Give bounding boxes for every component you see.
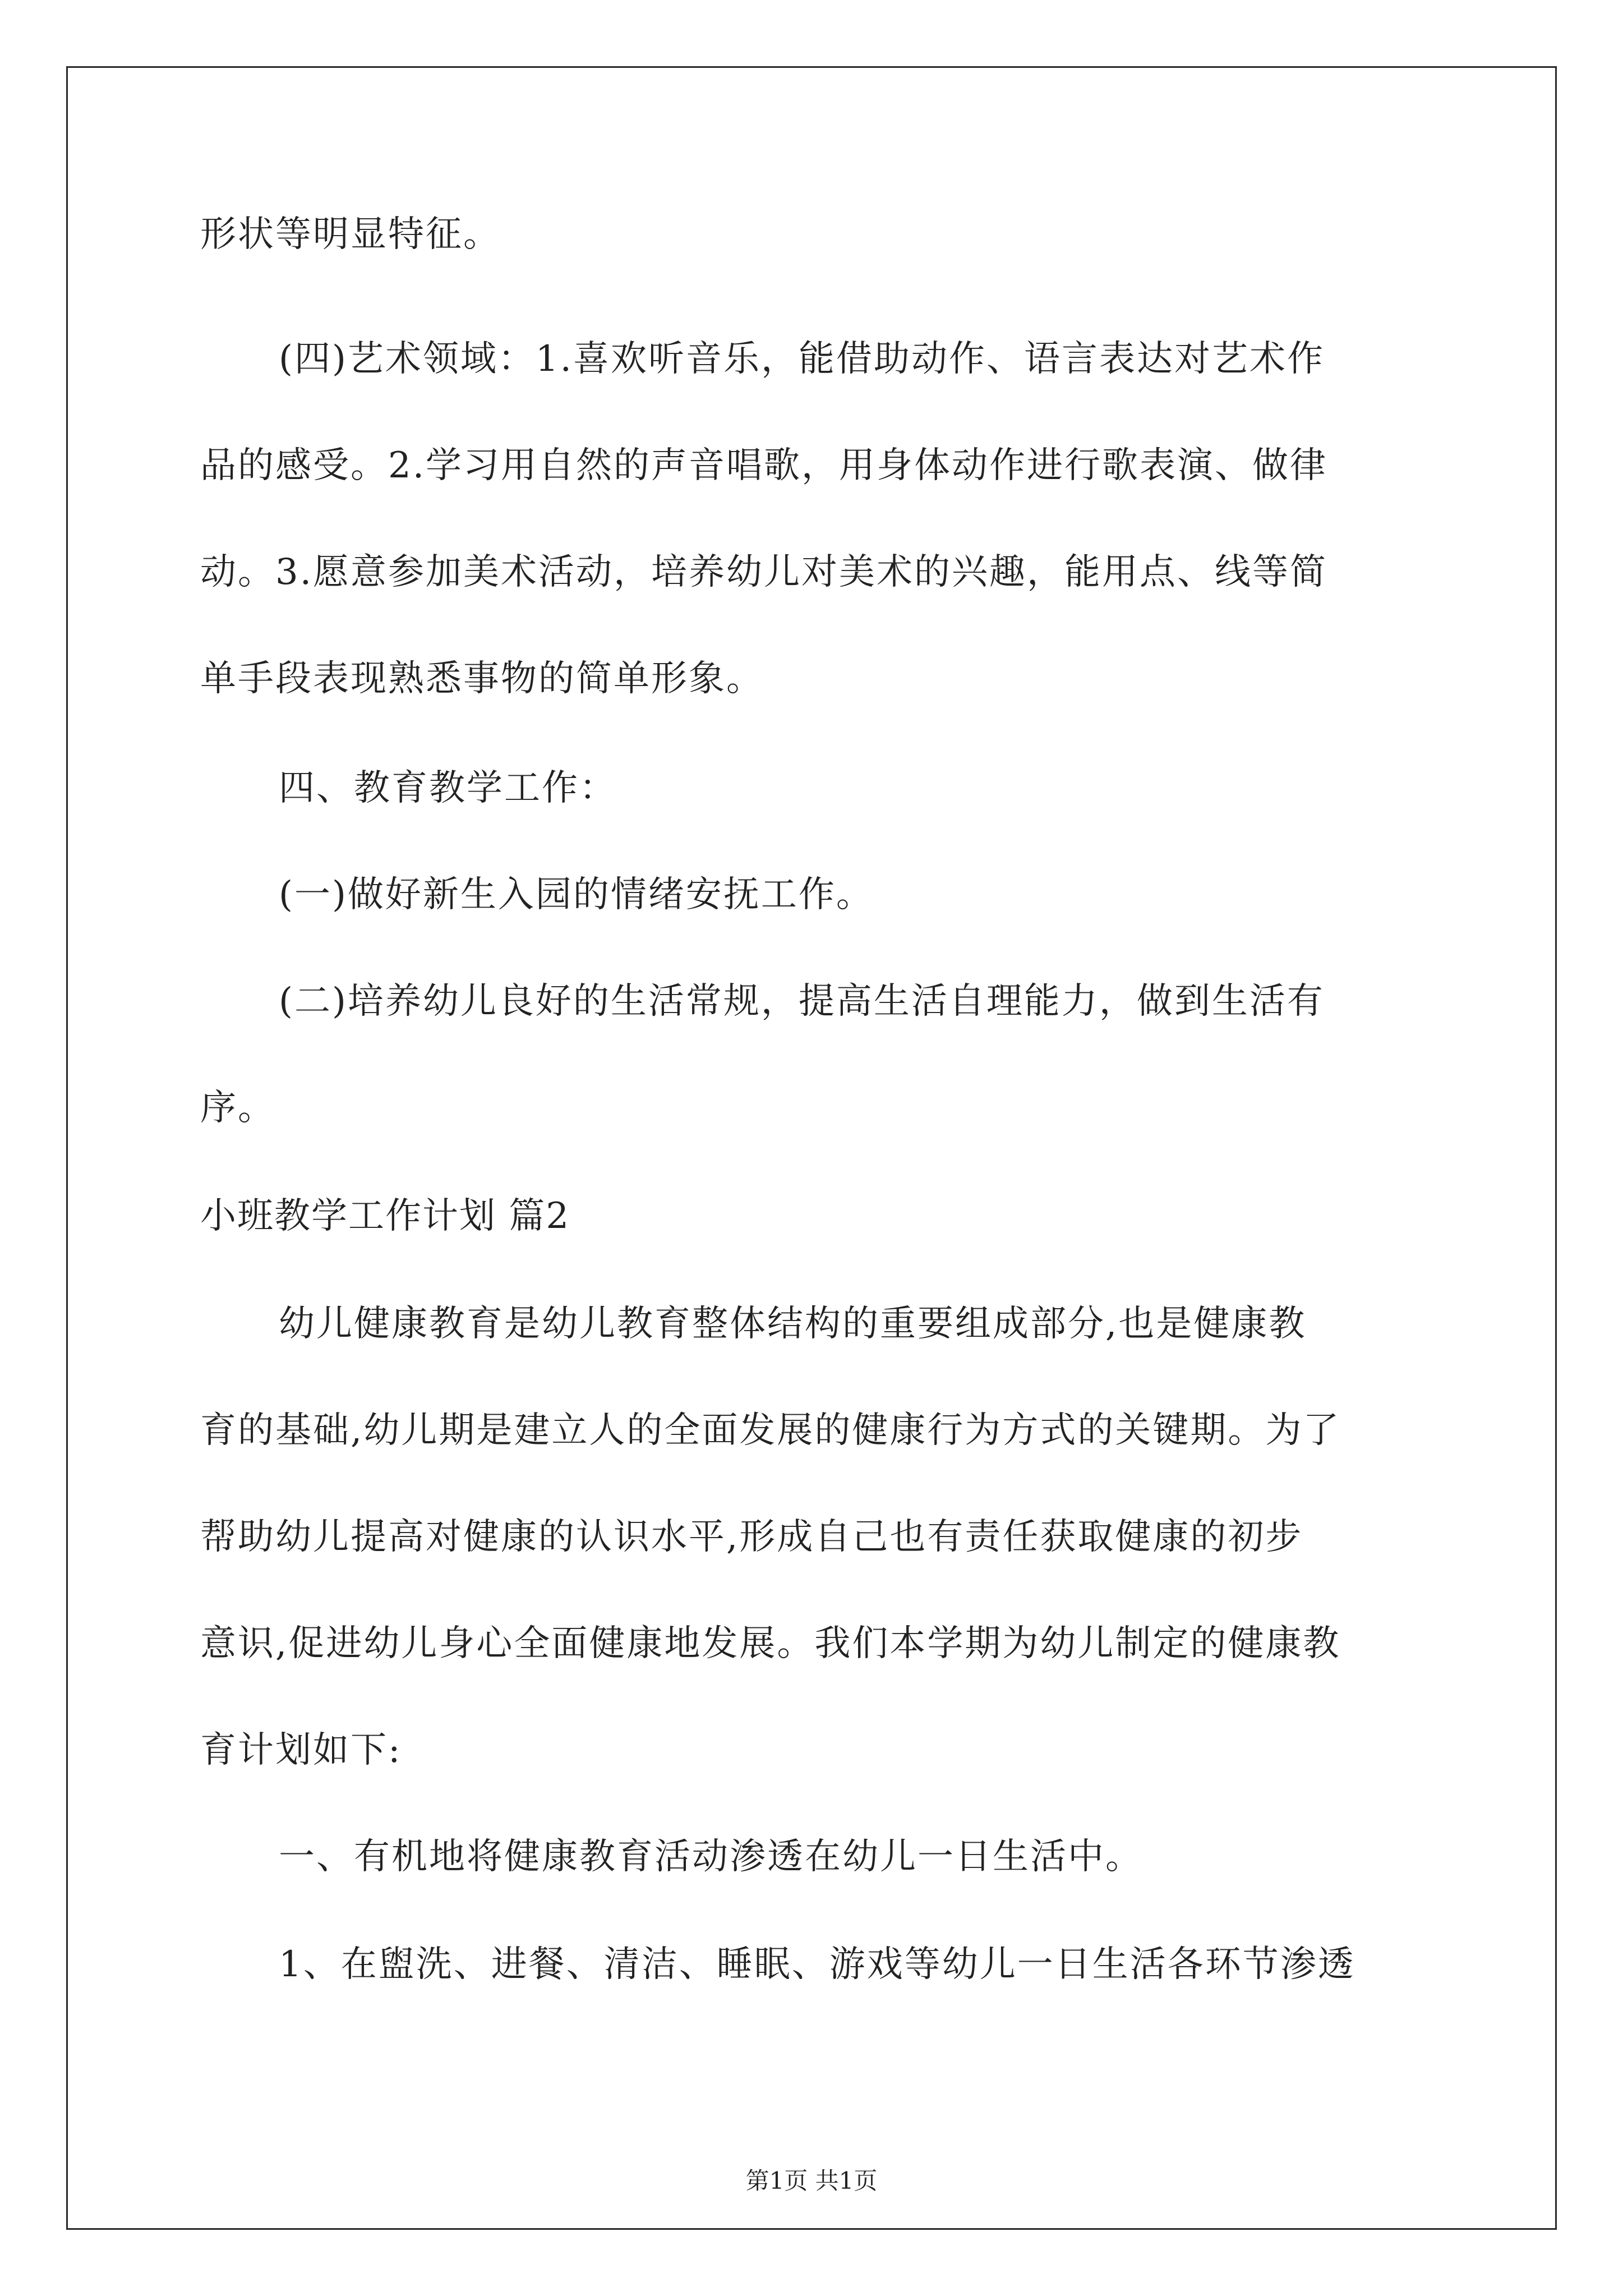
- article-title: 小班教学工作计划 篇2: [200, 1195, 570, 1237]
- text-line: 序。: [200, 1087, 275, 1129]
- text-line: 动。3.愿意参加美术活动，培养幼儿对美术的兴趣，能用点、线等简: [200, 551, 1328, 593]
- text-line: 育计划如下:: [200, 1729, 402, 1771]
- section-heading-daily-life: 一、有机地将健康教育活动渗透在幼儿一日生活中。: [279, 1836, 1143, 1878]
- text-line: 形状等明显特征。: [200, 214, 501, 255]
- text-line: 帮助幼儿提高对健康的认识水平,形成自己也有责任获取健康的初步: [200, 1516, 1303, 1558]
- section-heading-teaching-work: 四、教育教学工作：: [279, 767, 617, 809]
- paragraph-art-domain: (四)艺术领域：1.喜欢听音乐，能借助动作、语言表达对艺术作: [279, 338, 1325, 380]
- list-item: 1、在盥洗、进餐、清洁、睡眠、游戏等幼儿一日生活各环节渗透: [279, 1944, 1355, 1985]
- page-number-footer: 第1页 共1页: [745, 2167, 878, 2194]
- text-line: 育的基础,幼儿期是建立人的全面发展的健康行为方式的关键期。为了: [200, 1410, 1341, 1451]
- text-line: 意识,促进幼儿身心全面健康地发展。我们本学期为幼儿制定的健康教: [200, 1623, 1341, 1664]
- paragraph-health-education: 幼儿健康教育是幼儿教育整体结构的重要组成部分,也是健康教: [279, 1303, 1307, 1345]
- text-line: 品的感受。2.学习用自然的声音唱歌，用身体动作进行歌表演、做律: [200, 445, 1328, 486]
- page-border: [66, 66, 1557, 2230]
- list-item: (一)做好新生入园的情绪安抚工作。: [279, 874, 874, 915]
- text-line: 单手段表现熟悉事物的简单形象。: [200, 658, 764, 700]
- list-item: (二)培养幼儿良好的生活常规，提高生活自理能力，做到生活有: [279, 981, 1325, 1022]
